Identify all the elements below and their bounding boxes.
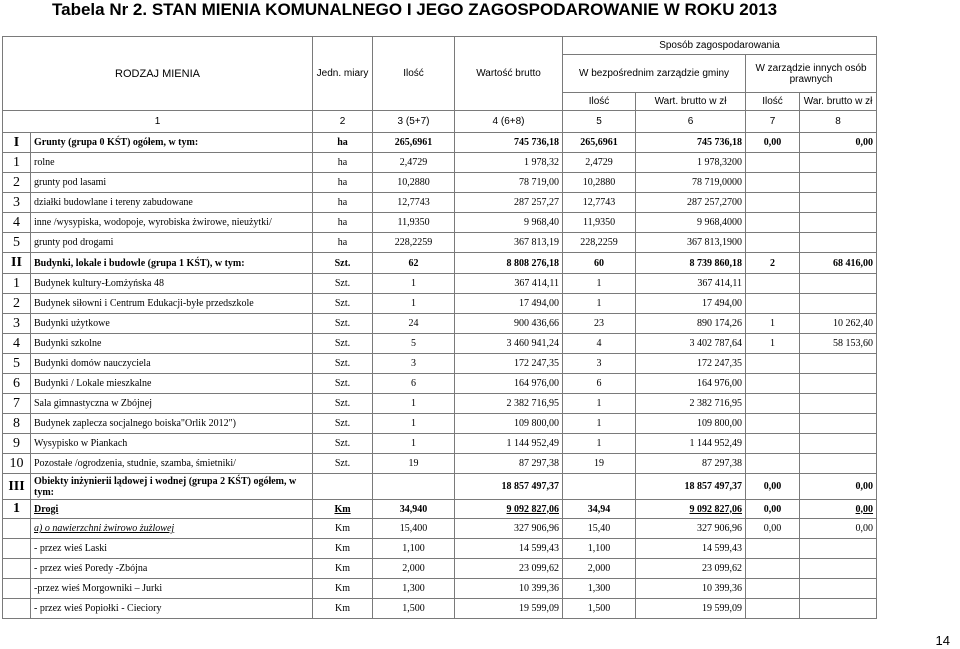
row-name: działki budowlane i tereny zabudowane xyxy=(31,193,313,213)
page-number: 14 xyxy=(935,633,950,648)
row-quantity xyxy=(373,474,455,500)
row-value-other: 68 416,00 xyxy=(800,253,877,274)
row-unit: Km xyxy=(313,579,373,599)
row-name: grunty pod lasami xyxy=(31,173,313,193)
table-row xyxy=(3,434,877,454)
colnum: 6 xyxy=(636,111,746,133)
row-unit: Km xyxy=(313,519,373,539)
row-quantity-other: 1 xyxy=(746,334,800,354)
header-sub-wart-2: War. brutto w zł xyxy=(800,93,877,111)
row-name: Pozostałe /ogrodzenia, studnie, szamba, śmietniki/ xyxy=(31,454,313,474)
row-value-other xyxy=(800,539,877,559)
row-number: 10 xyxy=(3,454,31,474)
row-value-direct: 87 297,38 xyxy=(636,454,746,474)
row-quantity: 1,100 xyxy=(373,539,455,559)
row-value: 19 599,09 xyxy=(455,599,563,619)
table-row xyxy=(3,599,877,619)
header-innych: W zarządzie innych osób prawnych xyxy=(746,55,877,93)
row-unit: Km xyxy=(313,500,373,519)
row-unit: ha xyxy=(313,133,373,153)
header-wartosc: Wartość brutto xyxy=(455,37,563,111)
row-quantity-other xyxy=(746,374,800,394)
row-unit: Szt. xyxy=(313,414,373,434)
row-unit: Szt. xyxy=(313,394,373,414)
row-number xyxy=(3,519,31,539)
header-bezposredni: W bezpośrednim zarządzie gminy xyxy=(563,55,746,93)
colnum: 5 xyxy=(563,111,636,133)
row-value-direct: 19 599,09 xyxy=(636,599,746,619)
table-row xyxy=(3,173,877,193)
property-table xyxy=(2,36,877,619)
row-value: 327 906,96 xyxy=(455,519,563,539)
row-quantity: 1,500 xyxy=(373,599,455,619)
row-quantity-direct: 6 xyxy=(563,374,636,394)
row-value: 14 599,43 xyxy=(455,539,563,559)
row-quantity-other xyxy=(746,454,800,474)
row-value-direct: 1 978,3200 xyxy=(636,153,746,173)
row-value-direct: 327 906,96 xyxy=(636,519,746,539)
row-value: 745 736,18 xyxy=(455,133,563,153)
row-value: 18 857 497,37 xyxy=(455,474,563,500)
row-quantity-other xyxy=(746,539,800,559)
row-value: 1 144 952,49 xyxy=(455,434,563,454)
row-value-other xyxy=(800,599,877,619)
row-quantity-direct: 10,2880 xyxy=(563,173,636,193)
row-unit: Km xyxy=(313,559,373,579)
row-quantity-other xyxy=(746,233,800,253)
header-sub-ilosc-1: Ilość xyxy=(563,93,636,111)
row-value-other xyxy=(800,233,877,253)
row-value: 367 414,11 xyxy=(455,274,563,294)
colnum: 7 xyxy=(746,111,800,133)
row-name: a) o nawierzchni żwirowo żużlowej xyxy=(31,519,313,539)
row-name: - przez wieś Laski xyxy=(31,539,313,559)
row-quantity: 1 xyxy=(373,274,455,294)
row-number: 7 xyxy=(3,394,31,414)
row-value-other xyxy=(800,213,877,233)
row-value-direct: 745 736,18 xyxy=(636,133,746,153)
colnum: 4 (6+8) xyxy=(455,111,563,133)
row-value-direct: 367 414,11 xyxy=(636,274,746,294)
row-number: III xyxy=(3,474,31,500)
row-quantity-direct: 4 xyxy=(563,334,636,354)
row-value-other xyxy=(800,374,877,394)
row-quantity: 24 xyxy=(373,314,455,334)
row-unit: ha xyxy=(313,233,373,253)
row-quantity-direct: 11,9350 xyxy=(563,213,636,233)
row-quantity-direct: 19 xyxy=(563,454,636,474)
row-quantity-other: 0,00 xyxy=(746,519,800,539)
row-quantity: 1 xyxy=(373,394,455,414)
row-quantity-other xyxy=(746,599,800,619)
row-quantity-other: 1 xyxy=(746,314,800,334)
row-value-other xyxy=(800,354,877,374)
row-quantity-other xyxy=(746,354,800,374)
row-quantity: 1 xyxy=(373,414,455,434)
row-value: 9 092 827,06 xyxy=(455,500,563,519)
row-value: 1 978,32 xyxy=(455,153,563,173)
row-quantity: 2,000 xyxy=(373,559,455,579)
table-row xyxy=(3,213,877,233)
row-name: Budynki szkolne xyxy=(31,334,313,354)
row-unit: Szt. xyxy=(313,294,373,314)
table-row xyxy=(3,374,877,394)
row-unit: ha xyxy=(313,173,373,193)
table-row xyxy=(3,233,877,253)
row-unit: Szt. xyxy=(313,274,373,294)
row-value: 367 813,19 xyxy=(455,233,563,253)
row-unit: ha xyxy=(313,213,373,233)
row-number: 6 xyxy=(3,374,31,394)
colnum: 1 xyxy=(3,111,313,133)
row-name: Obiekty inżynierii lądowej i wodnej (grupa 2 KŚT) ogółem, w tym: xyxy=(31,474,313,500)
table-row xyxy=(3,274,877,294)
row-quantity-other: 0,00 xyxy=(746,133,800,153)
colnum: 2 xyxy=(313,111,373,133)
header-rodzaj: RODZAJ MIENIA xyxy=(3,37,313,111)
row-name: Budynki / Lokale mieszkalne xyxy=(31,374,313,394)
row-value: 109 800,00 xyxy=(455,414,563,434)
page-title: Tabela Nr 2. STAN MIENIA KOMUNALNEGO I JEGO ZAGOSPODAROWANIE W ROKU 2013 xyxy=(52,0,778,19)
row-value-direct: 109 800,00 xyxy=(636,414,746,434)
row-value-direct: 287 257,2700 xyxy=(636,193,746,213)
row-value-other: 0,00 xyxy=(800,500,877,519)
row-number: 1 xyxy=(3,153,31,173)
row-value: 2 382 716,95 xyxy=(455,394,563,414)
row-quantity: 15,400 xyxy=(373,519,455,539)
row-value-other xyxy=(800,454,877,474)
row-quantity-direct: 1 xyxy=(563,274,636,294)
table-row xyxy=(3,294,877,314)
row-quantity-direct: 2,4729 xyxy=(563,153,636,173)
row-value-direct: 2 382 716,95 xyxy=(636,394,746,414)
colnum: 3 (5+7) xyxy=(373,111,455,133)
row-quantity-other xyxy=(746,394,800,414)
table-row xyxy=(3,334,877,354)
row-value: 900 436,66 xyxy=(455,314,563,334)
row-number: 3 xyxy=(3,314,31,334)
header-ilosc: Ilość xyxy=(373,37,455,111)
row-value-other xyxy=(800,394,877,414)
row-quantity-other xyxy=(746,559,800,579)
row-name: - przez wieś Popiołki - Cieciory xyxy=(31,599,313,619)
row-number: 3 xyxy=(3,193,31,213)
row-quantity-other: 0,00 xyxy=(746,500,800,519)
row-name: Sala gimnastyczna w Zbójnej xyxy=(31,394,313,414)
row-number: 5 xyxy=(3,233,31,253)
row-name: Budynki użytkowe xyxy=(31,314,313,334)
row-quantity: 11,9350 xyxy=(373,213,455,233)
row-value-other xyxy=(800,153,877,173)
row-value-other xyxy=(800,274,877,294)
row-quantity-other xyxy=(746,213,800,233)
row-value-other xyxy=(800,294,877,314)
table-row xyxy=(3,579,877,599)
row-value-other xyxy=(800,193,877,213)
row-unit: Szt. xyxy=(313,374,373,394)
row-number: 4 xyxy=(3,213,31,233)
table-row xyxy=(3,519,877,539)
row-quantity: 19 xyxy=(373,454,455,474)
table-row xyxy=(3,454,877,474)
row-unit xyxy=(313,474,373,500)
row-quantity-other xyxy=(746,173,800,193)
row-value: 8 808 276,18 xyxy=(455,253,563,274)
row-value-other xyxy=(800,434,877,454)
table-row xyxy=(3,193,877,213)
table-row xyxy=(3,559,877,579)
row-number xyxy=(3,539,31,559)
row-value-direct: 8 739 860,18 xyxy=(636,253,746,274)
row-quantity-direct: 3 xyxy=(563,354,636,374)
row-quantity: 10,2880 xyxy=(373,173,455,193)
column-number-row xyxy=(3,111,877,133)
row-value-other xyxy=(800,559,877,579)
row-number: 1 xyxy=(3,274,31,294)
row-number: 2 xyxy=(3,173,31,193)
row-quantity-direct: 1,300 xyxy=(563,579,636,599)
row-name: grunty pod drogami xyxy=(31,233,313,253)
table-row xyxy=(3,133,877,153)
row-value-direct: 9 092 827,06 xyxy=(636,500,746,519)
row-value-other: 0,00 xyxy=(800,519,877,539)
row-name: Budynek siłowni i Centrum Edukacji-byłe przedszkole xyxy=(31,294,313,314)
row-quantity: 6 xyxy=(373,374,455,394)
row-quantity-other xyxy=(746,579,800,599)
row-quantity-direct: 1 xyxy=(563,294,636,314)
row-name: Wysypisko w Piankach xyxy=(31,434,313,454)
row-unit: Szt. xyxy=(313,314,373,334)
table-row xyxy=(3,500,877,519)
row-name: -przez wieś Morgowniki – Jurki xyxy=(31,579,313,599)
row-value-other xyxy=(800,173,877,193)
row-quantity: 3 xyxy=(373,354,455,374)
row-quantity: 228,2259 xyxy=(373,233,455,253)
row-number: 9 xyxy=(3,434,31,454)
row-quantity-other xyxy=(746,414,800,434)
row-value-direct: 23 099,62 xyxy=(636,559,746,579)
row-value: 3 460 941,24 xyxy=(455,334,563,354)
row-value-direct: 18 857 497,37 xyxy=(636,474,746,500)
row-quantity: 1 xyxy=(373,434,455,454)
row-quantity-direct: 12,7743 xyxy=(563,193,636,213)
row-value-other: 0,00 xyxy=(800,133,877,153)
row-number: I xyxy=(3,133,31,153)
row-quantity: 2,4729 xyxy=(373,153,455,173)
row-value-other: 58 153,60 xyxy=(800,334,877,354)
row-quantity-direct: 1 xyxy=(563,394,636,414)
row-number: 5 xyxy=(3,354,31,374)
row-quantity-other xyxy=(746,193,800,213)
row-number xyxy=(3,559,31,579)
row-quantity-direct: 1 xyxy=(563,434,636,454)
row-name: Budynki domów nauczyciela xyxy=(31,354,313,374)
row-value: 17 494,00 xyxy=(455,294,563,314)
row-unit: Km xyxy=(313,539,373,559)
row-quantity-other xyxy=(746,153,800,173)
row-name: Drogi xyxy=(31,500,313,519)
row-value-direct: 17 494,00 xyxy=(636,294,746,314)
row-value-direct: 1 144 952,49 xyxy=(636,434,746,454)
row-number: II xyxy=(3,253,31,274)
row-name: Grunty (grupa 0 KŚT) ogółem, w tym: xyxy=(31,133,313,153)
table-row xyxy=(3,539,877,559)
row-number xyxy=(3,599,31,619)
row-quantity-direct: 265,6961 xyxy=(563,133,636,153)
row-quantity: 62 xyxy=(373,253,455,274)
table-row xyxy=(3,314,877,334)
row-value: 172 247,35 xyxy=(455,354,563,374)
row-quantity-other xyxy=(746,274,800,294)
row-value-other: 0,00 xyxy=(800,474,877,500)
row-value-direct: 14 599,43 xyxy=(636,539,746,559)
table-row xyxy=(3,414,877,434)
row-value: 9 968,40 xyxy=(455,213,563,233)
row-quantity-direct: 15,40 xyxy=(563,519,636,539)
row-quantity-direct: 1 xyxy=(563,414,636,434)
row-quantity-direct: 1,500 xyxy=(563,599,636,619)
row-value-other xyxy=(800,414,877,434)
row-quantity-direct: 34,94 xyxy=(563,500,636,519)
row-quantity: 12,7743 xyxy=(373,193,455,213)
row-value: 287 257,27 xyxy=(455,193,563,213)
row-value-direct: 367 813,1900 xyxy=(636,233,746,253)
row-value: 87 297,38 xyxy=(455,454,563,474)
table-row xyxy=(3,474,877,500)
row-unit: Szt. xyxy=(313,354,373,374)
table-row xyxy=(3,394,877,414)
row-value-other xyxy=(800,579,877,599)
row-unit: ha xyxy=(313,153,373,173)
row-name: inne /wysypiska, wodopoje, wyrobiska żwirowe, nieużytki/ xyxy=(31,213,313,233)
row-value-other: 10 262,40 xyxy=(800,314,877,334)
row-value-direct: 890 174,26 xyxy=(636,314,746,334)
row-quantity-direct: 2,000 xyxy=(563,559,636,579)
row-unit: Szt. xyxy=(313,434,373,454)
row-value-direct: 172 247,35 xyxy=(636,354,746,374)
row-unit: Szt. xyxy=(313,454,373,474)
row-unit: Km xyxy=(313,599,373,619)
row-quantity-other: 0,00 xyxy=(746,474,800,500)
row-value-direct: 3 402 787,64 xyxy=(636,334,746,354)
row-quantity-direct xyxy=(563,474,636,500)
row-value-direct: 164 976,00 xyxy=(636,374,746,394)
row-value-direct: 9 968,4000 xyxy=(636,213,746,233)
row-value-direct: 10 399,36 xyxy=(636,579,746,599)
row-unit: Szt. xyxy=(313,334,373,354)
table-row xyxy=(3,153,877,173)
row-quantity: 1 xyxy=(373,294,455,314)
table-row xyxy=(3,354,877,374)
row-quantity-direct: 228,2259 xyxy=(563,233,636,253)
row-name: Budynek zaplecza socjalnego boiska"Orlik 2012") xyxy=(31,414,313,434)
row-quantity-other: 2 xyxy=(746,253,800,274)
row-quantity: 1,300 xyxy=(373,579,455,599)
row-value: 10 399,36 xyxy=(455,579,563,599)
row-name: Budynki, lokale i budowle (grupa 1 KŚT), w tym: xyxy=(31,253,313,274)
header-sub-wart-1: Wart. brutto w zł xyxy=(636,93,746,111)
table-row xyxy=(3,253,877,274)
row-value: 78 719,00 xyxy=(455,173,563,193)
row-unit: ha xyxy=(313,193,373,213)
row-quantity-direct: 23 xyxy=(563,314,636,334)
row-number: 4 xyxy=(3,334,31,354)
header-sposob: Sposób zagospodarowania xyxy=(563,37,877,55)
colnum: 8 xyxy=(800,111,877,133)
row-quantity-other xyxy=(746,294,800,314)
row-name: rolne xyxy=(31,153,313,173)
row-quantity-direct: 60 xyxy=(563,253,636,274)
row-quantity-direct: 1,100 xyxy=(563,539,636,559)
row-quantity: 5 xyxy=(373,334,455,354)
row-quantity: 265,6961 xyxy=(373,133,455,153)
row-number: 2 xyxy=(3,294,31,314)
row-unit: Szt. xyxy=(313,253,373,274)
row-name: Budynek kultury-Łomżyńska 48 xyxy=(31,274,313,294)
row-name: - przez wieś Poredy -Zbójna xyxy=(31,559,313,579)
row-quantity-other xyxy=(746,434,800,454)
row-number: 8 xyxy=(3,414,31,434)
row-number xyxy=(3,579,31,599)
row-value-direct: 78 719,0000 xyxy=(636,173,746,193)
row-value: 164 976,00 xyxy=(455,374,563,394)
row-quantity: 34,940 xyxy=(373,500,455,519)
header-sub-ilosc-2: Ilość xyxy=(746,93,800,111)
row-value: 23 099,62 xyxy=(455,559,563,579)
header-jedn: Jedn. miary xyxy=(313,37,373,111)
row-number: 1 xyxy=(3,500,31,519)
